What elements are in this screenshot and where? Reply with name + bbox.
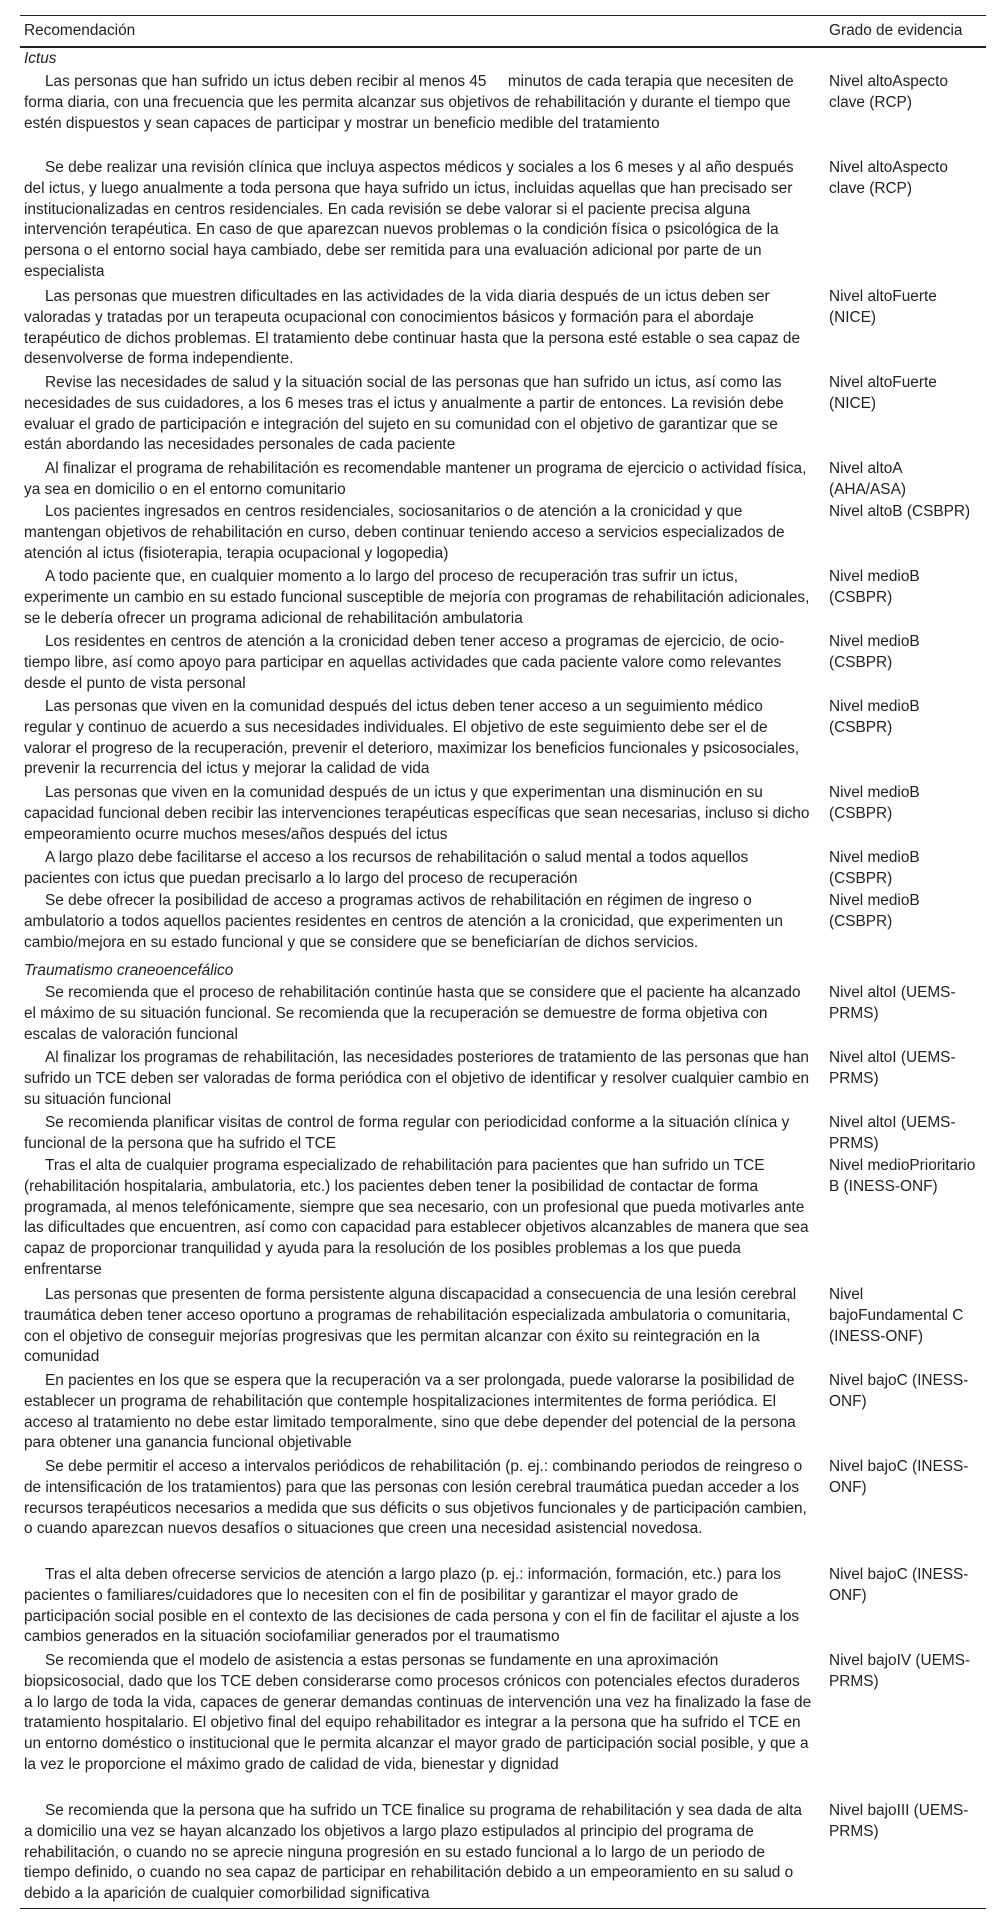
recommendation-text: Las personas que han sufrido un ictus deben recibir al menos 45 minutos de cada terapia que necesiten de forma diaria, con una frecuencia que les permita alcanzar sus objetivos de rehabilitación y durante el tiempo que estén dispuestos y sean capaces de participar y mostrar un beneficio medible del tratamiento [24,73,794,132]
evidence-level: Nivel altoA (AHA/ASA) [829,460,906,498]
recommendation-text: Se recomienda planificar visitas de control de forma regular con periodicidad conforme a la situación clínica y funcional de la persona que ha sufrido el TCE [24,1114,790,1152]
evidence-level: Nivel bajoC (INESS-ONF) [829,1372,969,1410]
recommendation-text: Tras el alta de cualquier programa especializado de rehabilitación para pacientes que han sufrido un TCE (rehabilitación hospitalaria, ambulatoria, etc.) los pacientes deben tener la posibilidad de contactar de forma programada, al menos telefónicamente, siempre que sea necesario, con un profesional que pueda motivarles ante las dificultades que encuentren, así como con capacidad para establecer objetivos alcanzables de manera que sea capaz de proporcionar tranquilidad y ayuda para la resolución de los posibles problemas a los que pueda enfrentarse [24,1157,809,1278]
recommendation-text: A todo paciente que, en cualquier momento a lo largo del proceso de recuperación tras sufrir un ictus, experimente un cambio en su estado funcional susceptible de mejoría con programas de rehabilitación adicionales, se le debería ofrecer un programa adicional de rehabilitación ambulatoria [24,568,810,627]
recommendation-text: Los residentes en centros de atención a la cronicidad deben tener acceso a programas de ejercicio, de ocio-tiempo libre, así como apoyo para participar en aquellas actividades que cada paciente valore como relevantes desde el punto de vista personal [24,633,785,692]
recommendation-text: Al finalizar el programa de rehabilitación es recomendable mantener un programa de ejercicio o actividad física, ya sea en domicilio o en el entorno comunitario [24,460,807,498]
recommendation-text: En pacientes en los que se espera que la recuperación va a ser prolongada, puede valorarse la posibilidad de establecer un programa de rehabilitación que contemple hospitalizaciones intermitentes de forma periódica. El acceso al tratamiento no debe estar limitado temporalmente, sino que debe depender del potencial de la persona para obtener una ganancia funcional objetivable [24,1372,796,1452]
evidence-level: Nivel altoAspecto clave (RCP) [829,159,948,197]
table-top-rule [20,15,986,16]
evidence-level: Nivel altoI (UEMS-PRMS) [829,1114,956,1152]
recommendation-text: Se debe realizar una revisión clínica que incluya aspectos médicos y sociales a los 6 meses y al año después del ictus, y luego anualmente a toda persona que haya sufrido un ictus, incluidas aquellas que han precisado ser institucionalizadas en centros residenciales. En cada revisión se debe valorar si el paciente precisa alguna intervención terapéutica. En caso de que aparezcan nuevos problemas o la condición física o psicológica de la persona o el entorno social haya cambiado, debe ser remitida para una evaluación adicional por parte de un especialista [24,159,794,280]
recommendation-text: Se recomienda que la persona que ha sufrido un TCE finalice su programa de rehabilitación y sea dada de alta a domicilio una vez se hayan alcanzado los objetivos a largo plazo estipulados al principio del programa de rehabilitación, o cuando no se aprecie ninguna progresión en su estado funcional a lo largo de un periodo de tiempo definido, o cuando no sea capaz de participar en rehabilitación debido a un empeoramiento en su salud o debido a la aparición de cualquier comorbilidad significativa [24,1802,802,1903]
evidence-level: Nivel medioB (CSBPR) [829,849,920,887]
evidence-level: Nivel altoI (UEMS-PRMS) [829,1049,956,1087]
evidence-level: Nivel medioB (CSBPR) [829,698,920,736]
recommendation-text: Se recomienda que el proceso de rehabilitación continúe hasta que se considere que el paciente ha alcanzado el máximo de su situación funcional. Se recomienda que la recuperación se demuestre de forma objetiva con escalas de valoración funcional [24,984,801,1043]
header-rule [20,46,986,48]
header-recommendation: Recomendación [24,22,136,39]
recommendation-text: Las personas que muestren dificultades en las actividades de la vida diaria después de un ictus deben ser valoradas y tratadas por un terapeuta ocupacional con conocimientos básicos y formación para el abordaje terapéutico de dichos problemas. El tratamiento debe continuar hasta que la persona esté estable o sea capaz de desenvolverse de forma independiente. [24,288,801,368]
evidence-level: Nivel medioB (CSBPR) [829,892,920,930]
recommendation-text: Tras el alta deben ofrecerse servicios de atención a largo plazo (p. ej.: información, formación, etc.) para los pacientes o familiares/cuidadores que lo necesiten con el fin de posibilitar y garantizar el mayor grado de participación social posible en el contexto de las decisiones de cada persona y con el fin de facilitar el ajuste a los cambios generados en la situación sociofamiliar generados por el traumatismo [24,1566,800,1646]
evidence-level: Nivel bajoIII (UEMS-PRMS) [829,1802,969,1840]
evidence-level: Nivel medioPrioritario B (INESS-ONF) [829,1157,976,1195]
evidence-level: Nivel bajoFundamental C (INESS-ONF) [829,1286,964,1345]
recommendation-text: Se debe permitir el acceso a intervalos periódicos de rehabilitación (p. ej.: combinando periodos de reingreso o de intensificación de los tratamientos) para que las personas con lesión cerebral traumática puedan acceder a los recursos terapéuticos necesarios a medida que sus déficits o sus objetivos funcionales y de participación cambien, o cuando aparezcan nuevos desafíos o situaciones que creen una necesidad asistencial novedosa. [24,1458,807,1538]
evidence-level: Nivel medioB (CSBPR) [829,568,920,606]
evidence-level: Nivel altoFuerte (NICE) [829,374,937,412]
evidence-level: Nivel altoB (CSBPR) [829,503,971,520]
recommendation-text: Se debe ofrecer la posibilidad de acceso a programas activos de rehabilitación en régimen de ingreso o ambulatorio a todos aquellos pacientes residentes en centros de atención a la cronicidad, que experimenten un cambio/mejora en su estado funcional y que se considere que se beneficiarían de dichos servicios. [24,892,783,951]
recommendation-text: Las personas que presenten de forma persistente alguna discapacidad a consecuencia de una lesión cerebral traumática deben tener acceso oportuno a programas de rehabilitación especializada ambulatoria o comunitaria, con el objetivo de conseguir mejorías progresivas que les permitan alcanzar con éxito su reintegración en la comunidad [24,1286,797,1366]
evidence-level: Nivel bajoC (INESS-ONF) [829,1458,969,1496]
recommendation-text: Revise las necesidades de salud y la situación social de las personas que han sufrido un ictus, así como las necesidades de sus cuidadores, a los 6 meses tras el ictus y anualmente a partir de entonces. La revisión debe evaluar el grado de participación e integración del sujeto en su comunidad con el objetivo de garantizar que se están abordando las necesidades personales de cada paciente [24,374,784,454]
evidence-level: Nivel altoI (UEMS-PRMS) [829,984,956,1022]
evidence-level: Nivel medioB (CSBPR) [829,784,920,822]
table-bottom-rule [20,1908,986,1909]
recommendation-text: Las personas que viven en la comunidad después del ictus deben tener acceso a un seguimiento médico regular y continuo de acuerdo a sus necesidades individuales. El objetivo de este seguimiento debe ser el de valorar el progreso de la recuperación, prevenir el deterioro, maximizar los beneficios funcionales y psicosociales, prevenir la recurrencia del ictus y mejorar la calidad de vida [24,698,800,778]
recommendation-text: A largo plazo debe facilitarse el acceso a los recursos de rehabilitación o salud mental a todos aquellos pacientes con ictus que puedan precisarlo a lo largo del proceso de recuperación [24,849,749,887]
category-tce: Traumatismo craneoencefálico [24,962,234,979]
recommendation-text: Las personas que viven en la comunidad después de un ictus y que experimentan una disminución en su capacidad funcional deben recibir las intervenciones terapéuticas específicas que sean necesarias, incluso si dicho empeoramiento ocurre muchos meses/años después del ictus [24,784,810,843]
evidence-level: Nivel bajoIV (UEMS-PRMS) [829,1652,971,1690]
recommendation-text: Se recomienda que el modelo de asistencia a estas personas se fundamente en una aproximación biopsicosocial, dado que los TCE deben considerarse como procesos crónicos con potenciales efectos duraderos a lo largo de toda la vida, capaces de generar demandas continuas de intervención una vez ha finalizado la fase de tratamiento hospitalario. El objetivo final del equipo rehabilitador es integrar a la persona que ha sufrido el TCE en un entorno doméstico o institucional que le permita alcanzar el mayor grado de participación social posible, y que a la vez le proporcione el máximo grado de calidad de vida, bienestar y dignidad [24,1652,812,1773]
evidence-level: Nivel medioB (CSBPR) [829,633,920,671]
recommendation-text: Al finalizar los programas de rehabilitación, las necesidades posteriores de tratamiento de las personas que han sufrido un TCE deben ser valoradas de forma periódica con el objetivo de identificar y resolver cualquier cambio en su situación funcional [24,1049,810,1108]
evidence-level: Nivel altoFuerte (NICE) [829,288,937,326]
evidence-level: Nivel altoAspecto clave (RCP) [829,73,948,111]
recommendation-text: Los pacientes ingresados en centros residenciales, sociosanitarios o de atención a la cronicidad y que mantengan objetivos de rehabilitación en curso, deben continuar teniendo acceso a servicios especializados de atención al ictus (fisioterapia, terapia ocupacional y logopedia) [24,503,785,562]
evidence-level: Nivel bajoC (INESS-ONF) [829,1566,969,1604]
header-evidence: Grado de evidencia [829,22,963,39]
category-ictus: Ictus [24,50,57,67]
